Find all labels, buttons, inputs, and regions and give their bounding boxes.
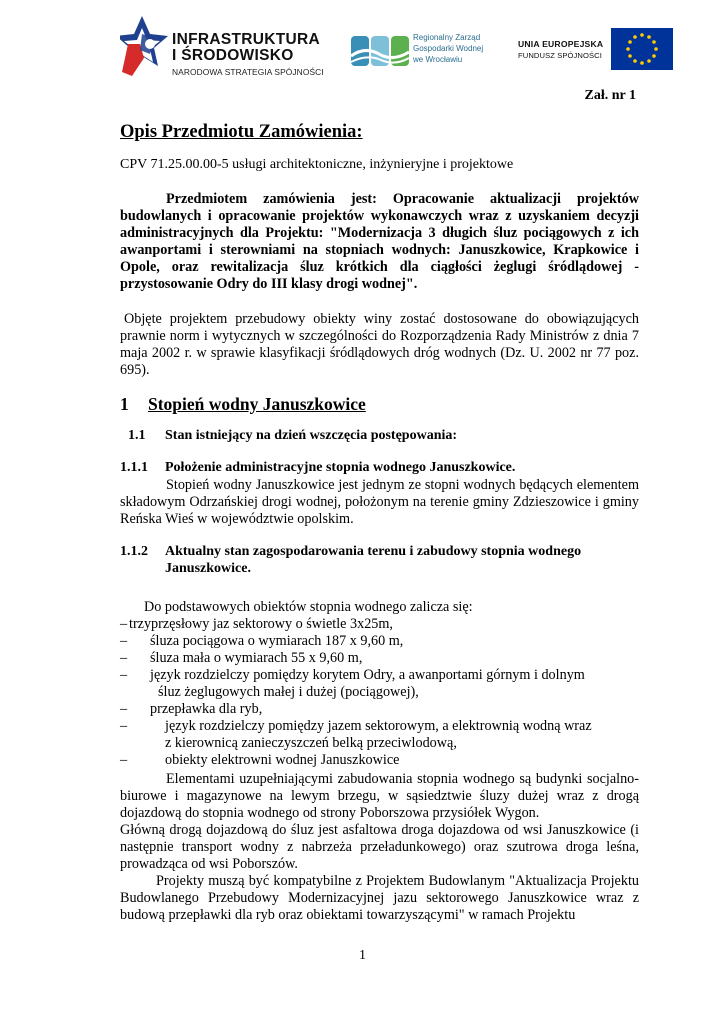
section-1-1-1-heading: [120, 460, 515, 476]
section-1-heading: [120, 394, 366, 415]
list-item-line: z kierownicą zanieczyszczeń belką przeciwlodową,: [165, 735, 457, 751]
section-1-1-title: Stan istniejący na dzień wszczęcia postępowania:: [165, 428, 458, 443]
list-item: [120, 667, 639, 701]
list-item: [120, 633, 639, 650]
list-dash: –: [120, 752, 128, 768]
attachment-label: Zał. nr 1: [584, 88, 636, 103]
list-item-line: język rozdzielczy pomiędzy korytem Odry, a awanportami górnym i dolnym: [150, 667, 585, 683]
list-item-text: [120, 633, 639, 650]
subject-paragraph: Przedmiotem zamówienia jest: Opracowanie aktualizacji projektów budowlanych i opracowanie projektów wykonawczych wraz z uzyskaniem decyzji administracyjnych dla Projektu: "Modernizacja 3 długich śluz pociągowych z ich awanportami i sterowniami na stopniach wodnych: Januszkowice, Krapkowice i Opole, oraz rewitalizacja śluz krótkich dla ciągłości żeglugi śródlądowej - przystosowanie Odry do III klasy drogi wodnej".: [120, 191, 639, 292]
logo-line-srodowisko: I ŚRODOWISKO: [172, 47, 294, 64]
eu-line-1: UNIA EUROPEJSKA: [518, 39, 604, 49]
norms-paragraph: Objęte projektem przebudowy obiekty winy zostać dostosowane do obowiązujących prawnie norm i wytycznych w szczególności do Rozporządzenia Rady Ministrów z dnia 7 maja 2002 r. w sprawie klasyfikacji śródlądowych dróg wodnych (Dz. U. 2002 nr 77 poz. 695).: [120, 311, 639, 378]
logo-line-infrastruktura: INFRASTRUKTURA: [172, 31, 320, 48]
section-1-1-2-title-line-1: Aktualny stan zagospodarowania terenu i zabudowy stopnia wodnego: [165, 544, 582, 559]
list-dash: –: [120, 718, 128, 734]
list-dash: –: [120, 633, 128, 649]
document-title: Opis Przedmiotu Zamówienia:: [120, 122, 363, 142]
page-number: 1: [359, 948, 366, 963]
cpv-code: CPV 71.25.00.00-5 usługi architektoniczne, inżynieryjne i projektowe: [120, 157, 514, 172]
list-item-text: [120, 650, 639, 667]
list-item-text: [120, 718, 639, 752]
section-1-1-1-text: Stopień wodny Januszkowice jest jednym ze stopni wodnych będących elementem składowym Odrzańskiej drogi wodnej, położonym na terenie gminy Zdzieszowice i gminy Reńska Wieś w województwie opolskim.: [120, 477, 639, 527]
section-1-1-2-heading: [120, 544, 582, 576]
section-1-1-1-number: 1.1.1: [120, 460, 148, 475]
nss-star-icon: [120, 14, 170, 84]
access-road-text: Główną drogą dojazdową do śluz jest asfaltowa droga dojazdowa od wsi Januszkowice (i następnie transport wodny z nabrzeża przeładunkowego) oraz szutrowa droga leśna, prowadząca od wsi Poborszów.: [120, 822, 639, 872]
list-item-text: [120, 667, 639, 701]
list-item: [120, 701, 639, 718]
section-1-1-number: 1.1: [128, 428, 146, 443]
logo-rzgw-wroclaw: [349, 30, 509, 74]
list-item: [120, 616, 639, 633]
list-item: [120, 650, 639, 667]
logo-unia-europejska: [518, 28, 678, 72]
objects-list: [120, 616, 639, 769]
section-1-number: 1: [120, 394, 129, 414]
section-1-1-2-title-line-2: Januszkowice.: [165, 561, 251, 576]
list-item-text: [120, 701, 639, 718]
rzgw-line-1: Regionalny Zarząd: [413, 33, 481, 42]
list-item: [120, 718, 639, 752]
logo-line-strategia: NARODOWA STRATEGIA SPÓJNOŚCI: [172, 67, 324, 77]
list-dash: –: [120, 667, 128, 683]
section-1-1-2-number: 1.1.2: [120, 544, 148, 559]
list-dash: –: [120, 701, 128, 717]
objects-intro: Do podstawowych obiektów stopnia wodnego zalicza się:: [144, 599, 473, 615]
list-item-line: obiekty elektrowni wodnej Januszkowice: [165, 752, 400, 768]
list-item-text: [120, 752, 639, 769]
logo-infrastruktura-i-srodowisko: [120, 14, 330, 84]
section-1-title: Stopień wodny Januszkowice: [148, 394, 366, 414]
list-dash: –: [120, 616, 128, 632]
rzgw-wave-icon: [349, 30, 411, 74]
list-item: [120, 752, 639, 769]
list-item-line: śluza pociągowa o wymiarach 187 x 9,60 m,: [150, 633, 404, 649]
eu-line-2: FUNDUSZ SPÓJNOŚCI: [518, 51, 602, 60]
list-dash: –: [120, 650, 128, 666]
list-item-line: śluza mała o wymiarach 55 x 9,60 m,: [150, 650, 363, 666]
rzgw-line-2: Gospodarki Wodnej: [413, 44, 484, 53]
eu-flag-icon: [611, 28, 673, 70]
list-item-line: język rozdzielczy pomiędzy jazem sektorowym, a elektrownią wodną wraz: [165, 718, 592, 734]
section-1-1-1-title: Położenie administracyjne stopnia wodnego Januszkowice.: [165, 460, 516, 475]
section-1-1-heading: [128, 428, 457, 444]
projects-paragraph: Projekty muszą być kompatybilne z Projektem Budowlanym "Aktualizacja Projektu Budowlanego Przebudowy Modernizacyjnej jazu sektorowego Januszkowice wraz z budową przepławki dla ryb oraz obiektami towarzyszącymi" w ramach Projektu: [120, 873, 639, 923]
rzgw-line-3: we Wrocławiu: [413, 55, 463, 64]
list-item-text: [120, 616, 639, 633]
supplementary-paragraph: [120, 771, 639, 873]
list-item-line: przepławka dla ryb,: [150, 701, 263, 717]
list-item-line: trzyprzęsłowy jaz sektorowy o świetle 3x25m,: [129, 616, 393, 632]
list-item-line: śluz żeglugowych małej i dużej (pociągowej),: [158, 684, 419, 700]
supplementary-text: Elementami uzupełniającymi zabudowania stopnia wodnego są budynki socjalno-biurowe i magazynowe na lewym brzegu, w sąsiedztwie śluzy dużej wraz z drogą dojazdową do stopnia wodnego od strony Poborszowa przysiółek Wygon.: [120, 771, 639, 821]
